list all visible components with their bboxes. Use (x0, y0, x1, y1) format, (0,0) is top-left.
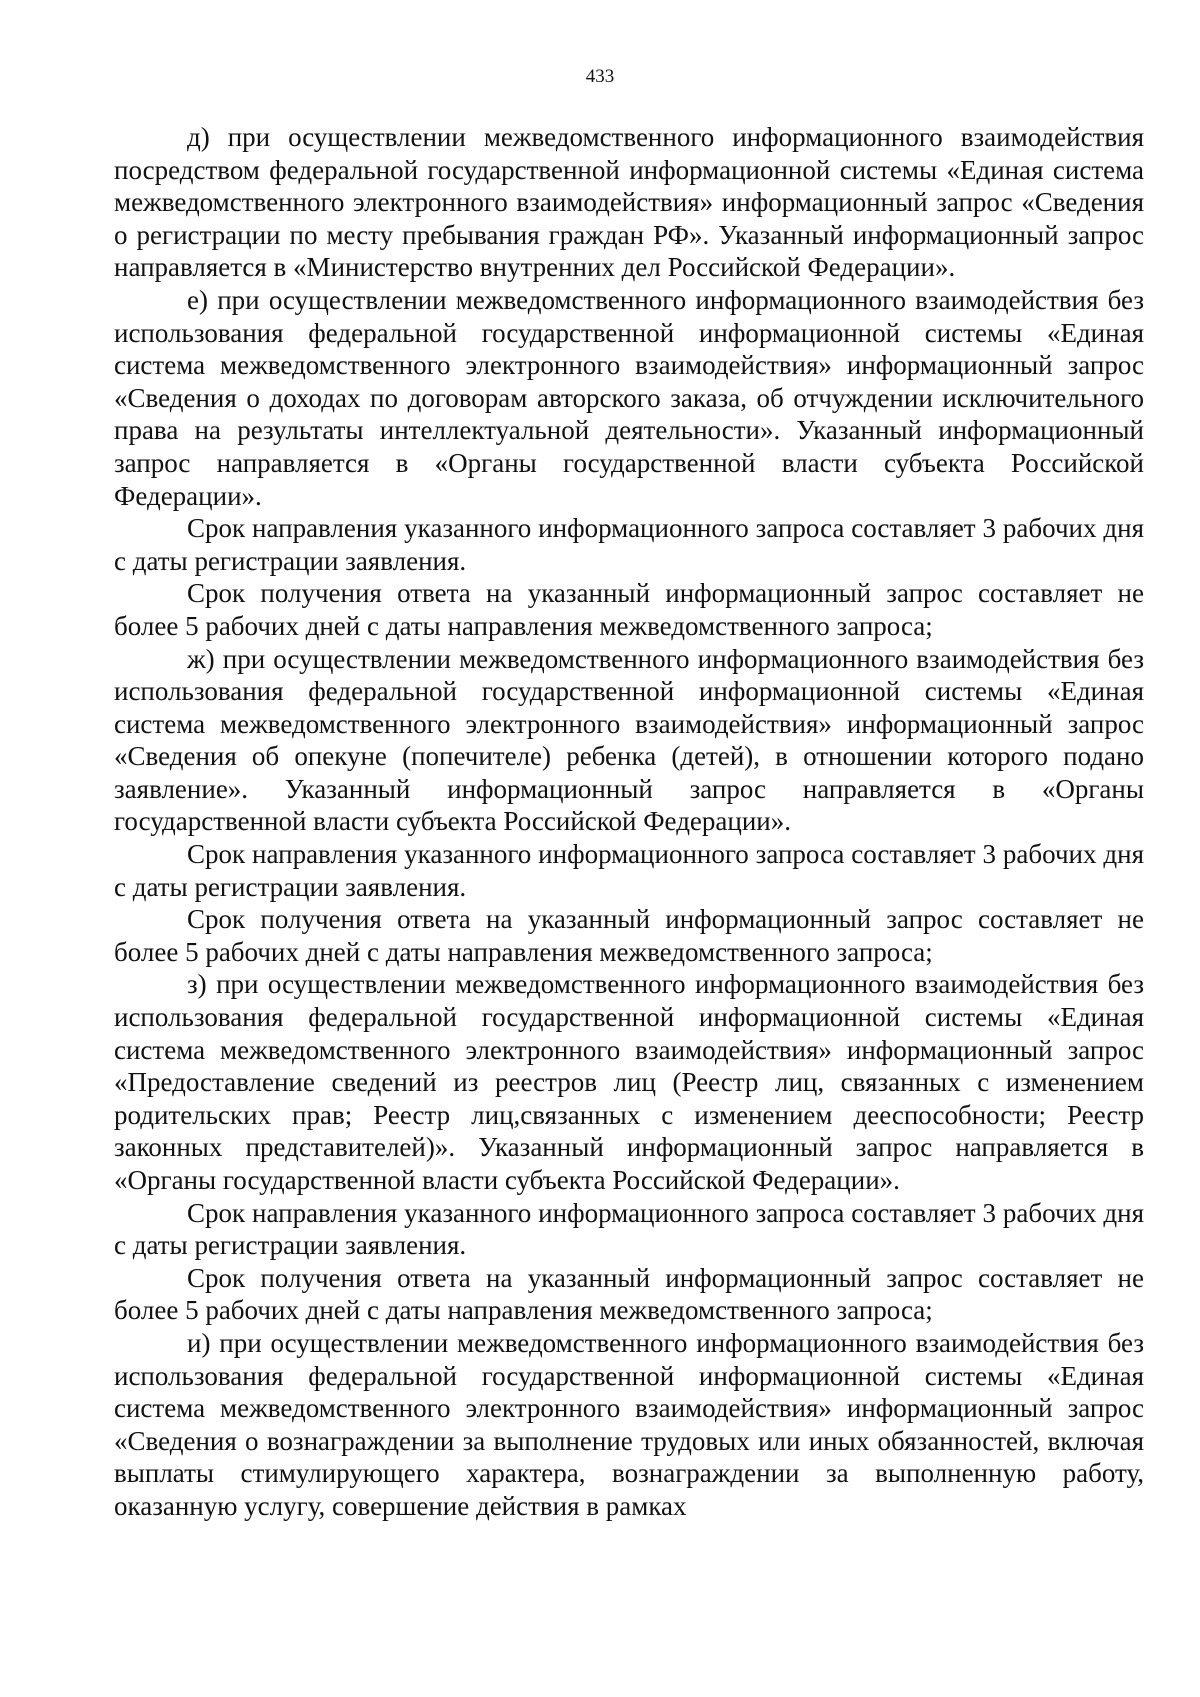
paragraph-zh-response-deadline: Срок получения ответа на указанный информационный запрос составляет не более 5 рабочих дней с даты направления межведомственного запроса; (114, 904, 1144, 967)
paragraph-zh: ж) при осуществлении межведомственного информационного взаимодействия без использования федеральной государственной информационной системы «Единая система межведомственного электронного взаимодействия» информационный запрос «Сведения об опекуне (попечителе) ребенка (детей), в отношении которого подано заявление». Указанный информационный запрос направляется в «Органы государственной власти субъекта Российской Федерации». (114, 643, 1144, 837)
page-number: 433 (585, 66, 615, 87)
paragraph-e-response-deadline: Срок получения ответа на указанный информационный запрос составляет не более 5 рабочих дней с даты направления межведомственного запроса; (114, 578, 1144, 641)
paragraph-z: з) при осуществлении межведомственного информационного взаимодействия без использования федеральной государственной информационной системы «Единая система межведомственного электронного взаимодействия» информационный запрос «Предоставление сведений из реестров лиц (Реестр лиц, связанных с изменением родительских прав; Реестр лиц,связанных с изменением дееспособности; Реестр законных представителей)». Указанный информационный запрос направляется в «Органы государственной власти субъекта Российской Федерации». (114, 969, 1144, 1195)
paragraph-e: е) при осуществлении межведомственного информационного взаимодействия без использования федеральной государственной информационной системы «Единая система межведомственного электронного взаимодействия» информационный запрос «Сведения о доходах по договорам авторского заказа, об отчуждении исключительного права на результаты интеллектуальной деятельности». Указанный информационный запрос направляется в «Органы государственной власти субъекта Российской Федерации». (114, 284, 1144, 511)
document-body (114, 121, 1144, 1523)
paragraph-z-request-deadline: Срок направления указанного информационного запроса составляет 3 рабочих дня с даты регистрации заявления. (114, 1197, 1144, 1261)
paragraph-z-response-deadline: Срок получения ответа на указанный информационный запрос составляет не более 5 рабочих дней с даты направления межведомственного запроса; (114, 1262, 1144, 1326)
paragraph-d: д) при осуществлении межведомственного информационного взаимодействия посредством федеральной государственной информационной системы «Единая система межведомственного электронного взаимодействия» информационный запрос «Сведения о регистрации по месту пребывания граждан РФ». Указанный информационный запрос направляется в «Министерство внутренних дел Российской Федерации». (114, 122, 1144, 283)
paragraph-e-request-deadline: Срок направления указанного информационного запроса составляет 3 рабочих дня с даты регистрации заявления. (114, 513, 1144, 576)
paragraph-i: и) при осуществлении межведомственного информационного взаимодействия без использования федеральной государственной информационной системы «Единая система межведомственного электронного взаимодействия» информационный запрос «Сведения о вознаграждении за выполнение трудовых или иных обязанностей, включая выплаты стимулирующего характера, вознаграждении за выполненную работу, оказанную услугу, совершение действия в рамках (114, 1327, 1144, 1521)
paragraph-zh-request-deadline: Срок направления указанного информационного запроса составляет 3 рабочих дня с даты регистрации заявления. (114, 839, 1144, 902)
